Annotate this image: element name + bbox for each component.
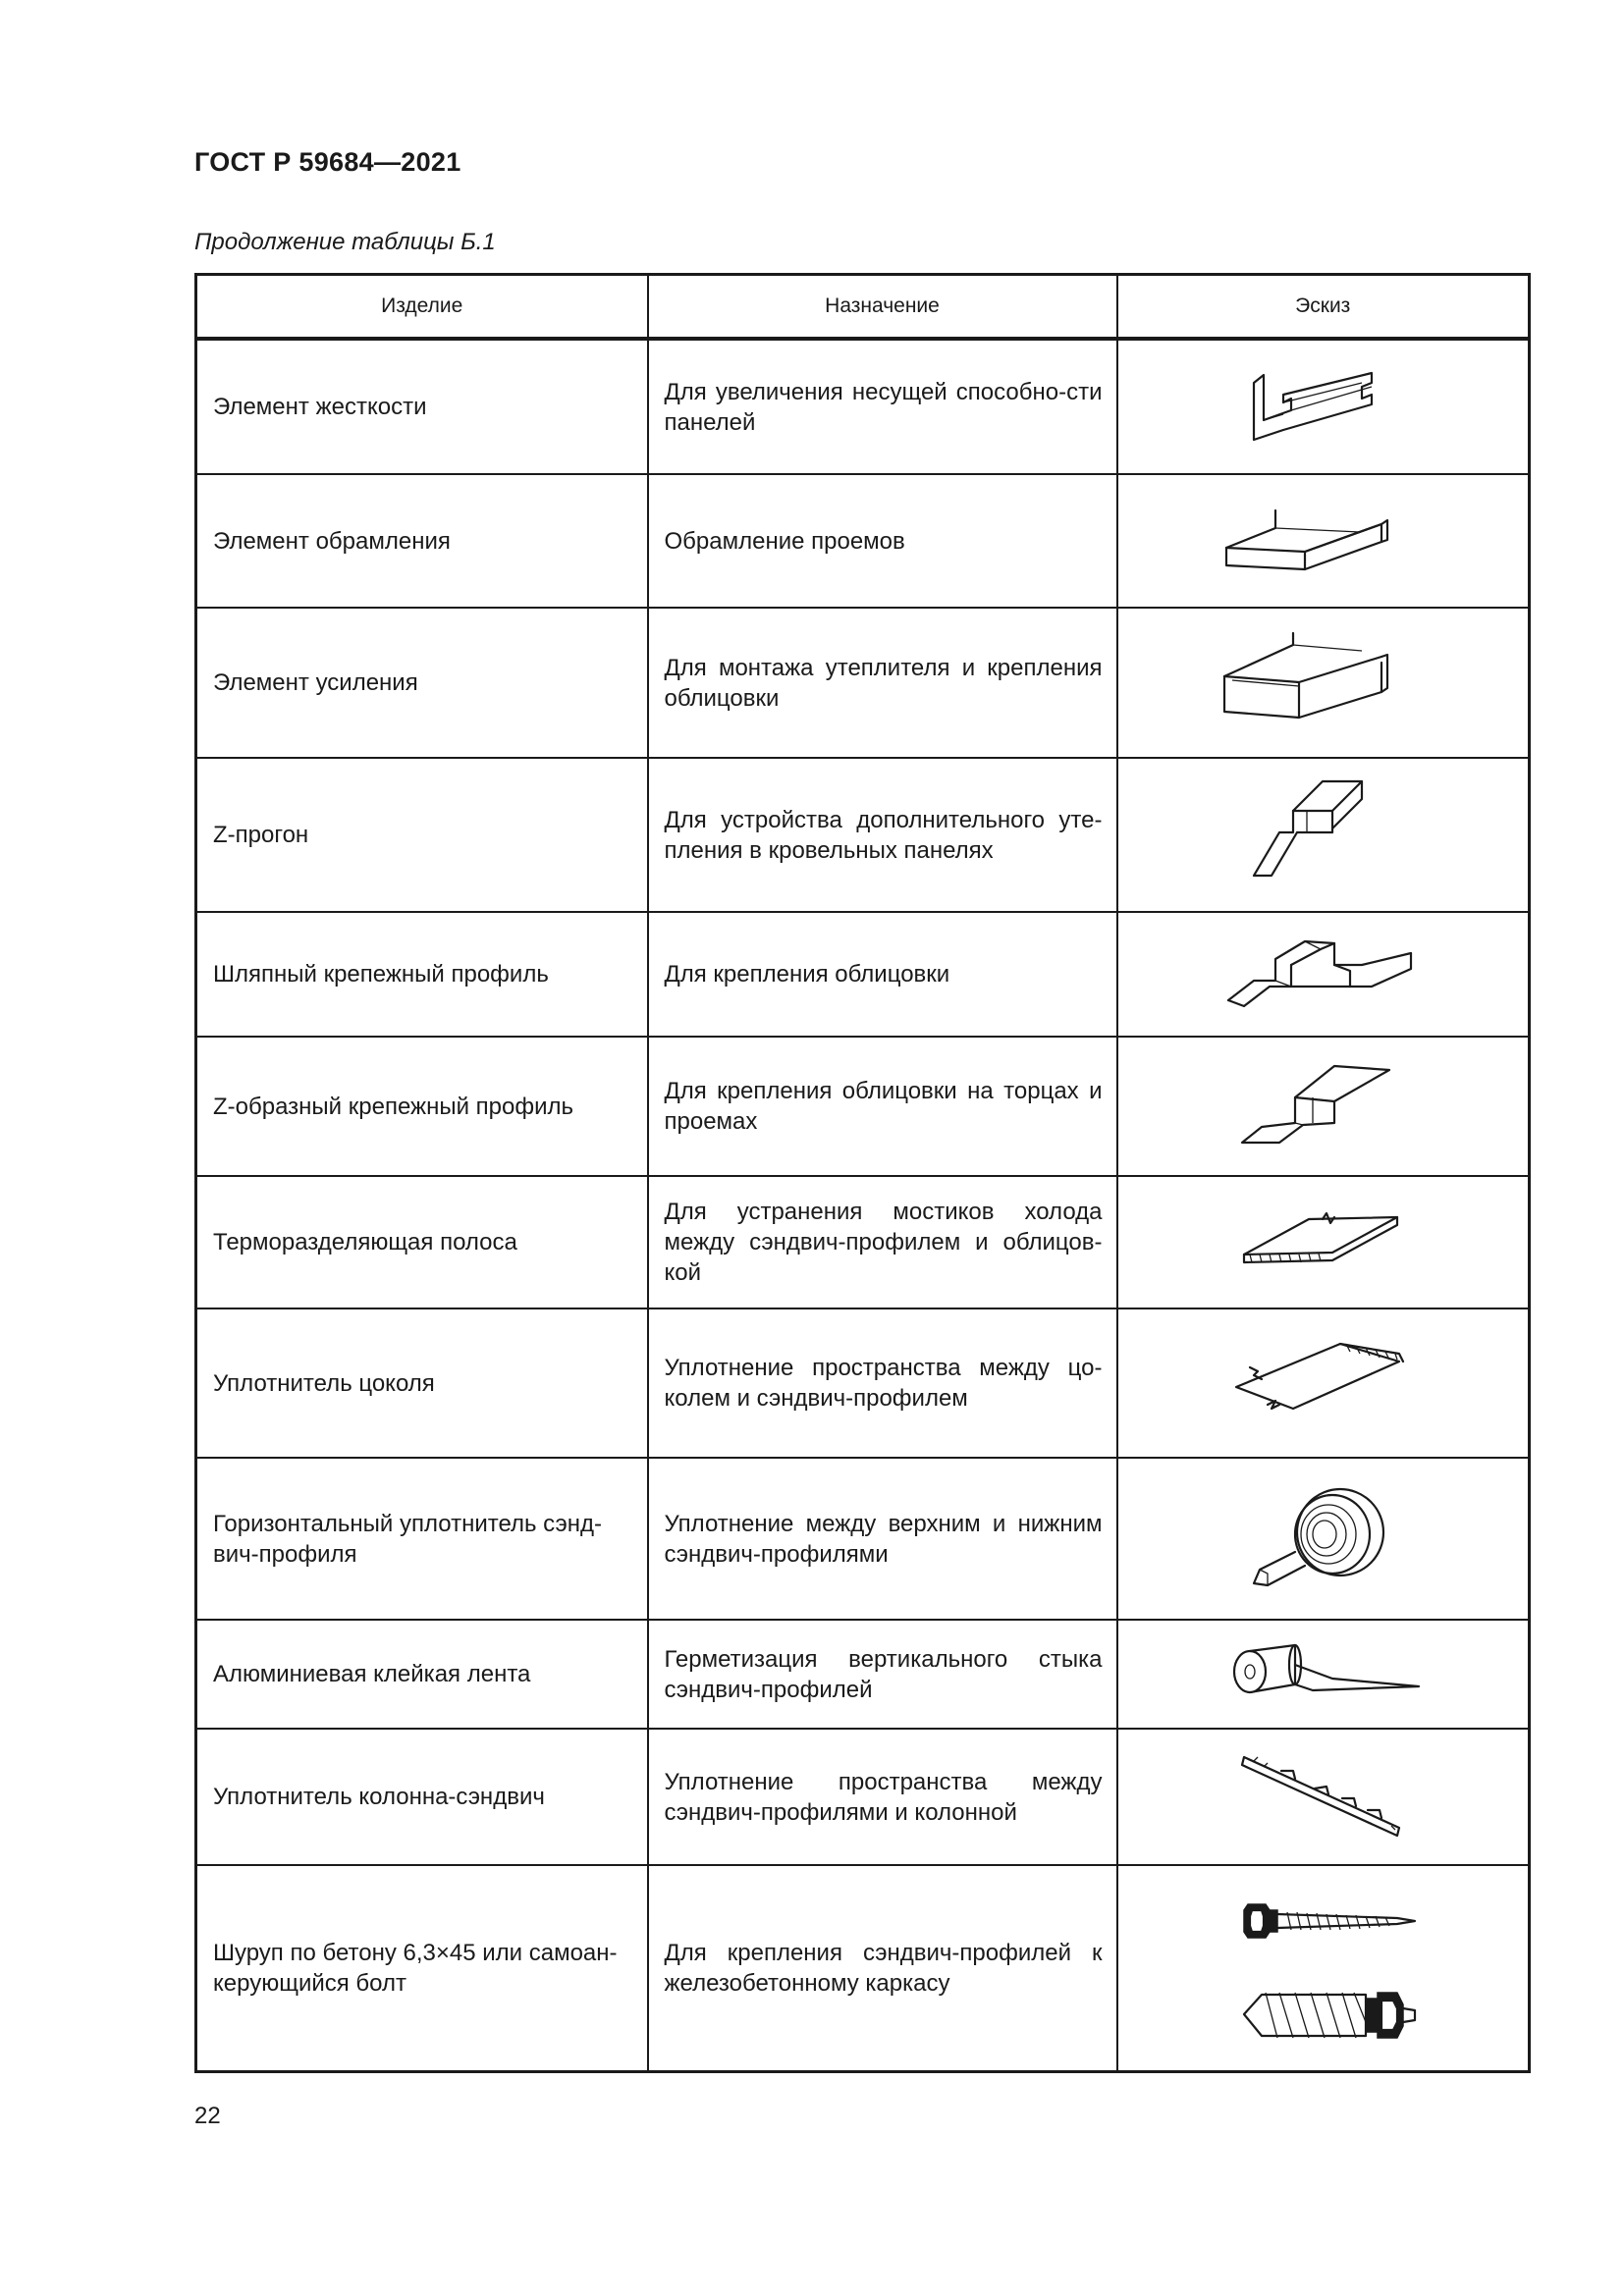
thermal-strip-sketch-icon: [1224, 1203, 1421, 1282]
framing-channel-sketch-icon: [1215, 497, 1431, 585]
product-cell: Элемент жесткости: [196, 339, 648, 474]
column-seal-strip-sketch-icon: [1224, 1743, 1421, 1851]
purpose-cell: Герметизация вертикального стыка сэндвич-профилей: [648, 1620, 1117, 1729]
product-cell: Шляпный крепежный профиль: [196, 912, 648, 1037]
table-row: [196, 1176, 1530, 1308]
seal-tape-roll-sketch-icon: [1224, 1475, 1421, 1603]
product-cell: Z-образный крепежный профиль: [196, 1037, 648, 1176]
table-row: [196, 474, 1530, 608]
column-header-product: Изделие: [196, 275, 648, 340]
purpose-cell: Для крепления сэндвич-профилей к железобетонному каркасу: [648, 1865, 1117, 2071]
page-number: 22: [194, 2103, 221, 2129]
purpose-cell: Для увеличения несущей способно-сти панелей: [648, 339, 1117, 474]
plinth-seal-sketch-icon: [1224, 1324, 1421, 1442]
purpose-cell: Уплотнение пространства между цо-колем и сэндвич-профилем: [648, 1308, 1117, 1458]
product-cell: Терморазделяющая полоса: [196, 1176, 648, 1308]
products-table: [194, 273, 1531, 2073]
table-row: [196, 1037, 1530, 1176]
stiffener-sketch-icon: [1224, 353, 1421, 461]
z-purlin-sketch-icon: [1224, 772, 1421, 899]
sketch-cell: [1117, 912, 1530, 1037]
table-row: [196, 608, 1530, 758]
column-header-purpose: Назначение: [648, 275, 1117, 340]
product-cell: Горизонтальный уплотнитель сэнд-вич-профиля: [196, 1458, 648, 1620]
sketch-cell: [1117, 474, 1530, 608]
table-row: [196, 1458, 1530, 1620]
table-row: [196, 1729, 1530, 1865]
table-row: [196, 912, 1530, 1037]
sketch-cell: [1117, 1865, 1530, 2071]
purpose-cell: Уплотнение пространства между сэндвич-профилями и колонной: [648, 1729, 1117, 1865]
table-row: [196, 1620, 1530, 1729]
purpose-cell: Для монтажа утеплителя и крепления облицовки: [648, 608, 1117, 758]
purpose-cell: Для крепления облицовки на торцах и проемах: [648, 1037, 1117, 1176]
sketch-cell: [1117, 1458, 1530, 1620]
table-row: [196, 339, 1530, 474]
aluminium-tape-roll-sketch-icon: [1215, 1635, 1431, 1714]
table-row: [196, 1308, 1530, 1458]
sketch-cell: [1117, 1620, 1530, 1729]
product-cell: Элемент обрамления: [196, 474, 648, 608]
table-header-row: [196, 275, 1530, 340]
table-row: [196, 758, 1530, 912]
product-cell: Z-прогон: [196, 758, 648, 912]
product-cell: Уплотнитель колонна-сэндвич: [196, 1729, 648, 1865]
column-header-sketch: Эскиз: [1117, 275, 1530, 340]
z-profile-sketch-icon: [1224, 1052, 1421, 1160]
purpose-cell: Для устранения мостиков холода между сэндвич-профилем и облицов-кой: [648, 1176, 1117, 1308]
purpose-cell: Для крепления облицовки: [648, 912, 1117, 1037]
product-cell: Уплотнитель цоколя: [196, 1308, 648, 1458]
table-caption: Продолжение таблицы Б.1: [194, 229, 496, 255]
table-row: [196, 1865, 1530, 2071]
purpose-cell: Уплотнение между верхним и нижним сэндвич-профилями: [648, 1458, 1117, 1620]
sketch-cell: [1117, 758, 1530, 912]
sketch-cell: [1117, 339, 1530, 474]
reinforcement-channel-sketch-icon: [1215, 629, 1431, 737]
sketch-cell: [1117, 1308, 1530, 1458]
purpose-cell: Для устройства дополнительного уте-пления в кровельных панелях: [648, 758, 1117, 912]
sketch-cell: [1117, 1037, 1530, 1176]
document-id: ГОСТ Р 59684—2021: [194, 147, 461, 177]
sketch-cell: [1117, 1729, 1530, 1865]
sketch-cell: [1117, 1176, 1530, 1308]
purpose-cell: Обрамление проемов: [648, 474, 1117, 608]
hat-profile-sketch-icon: [1215, 926, 1431, 1024]
product-cell: Алюминиевая клейкая лента: [196, 1620, 648, 1729]
sketch-cell: [1117, 608, 1530, 758]
concrete-screw-and-anchor-bolt-sketch-icon: [1205, 1875, 1440, 2061]
product-cell: Элемент усиления: [196, 608, 648, 758]
product-cell: Шуруп по бетону 6,3×45 или самоан-керующийся болт: [196, 1865, 648, 2071]
